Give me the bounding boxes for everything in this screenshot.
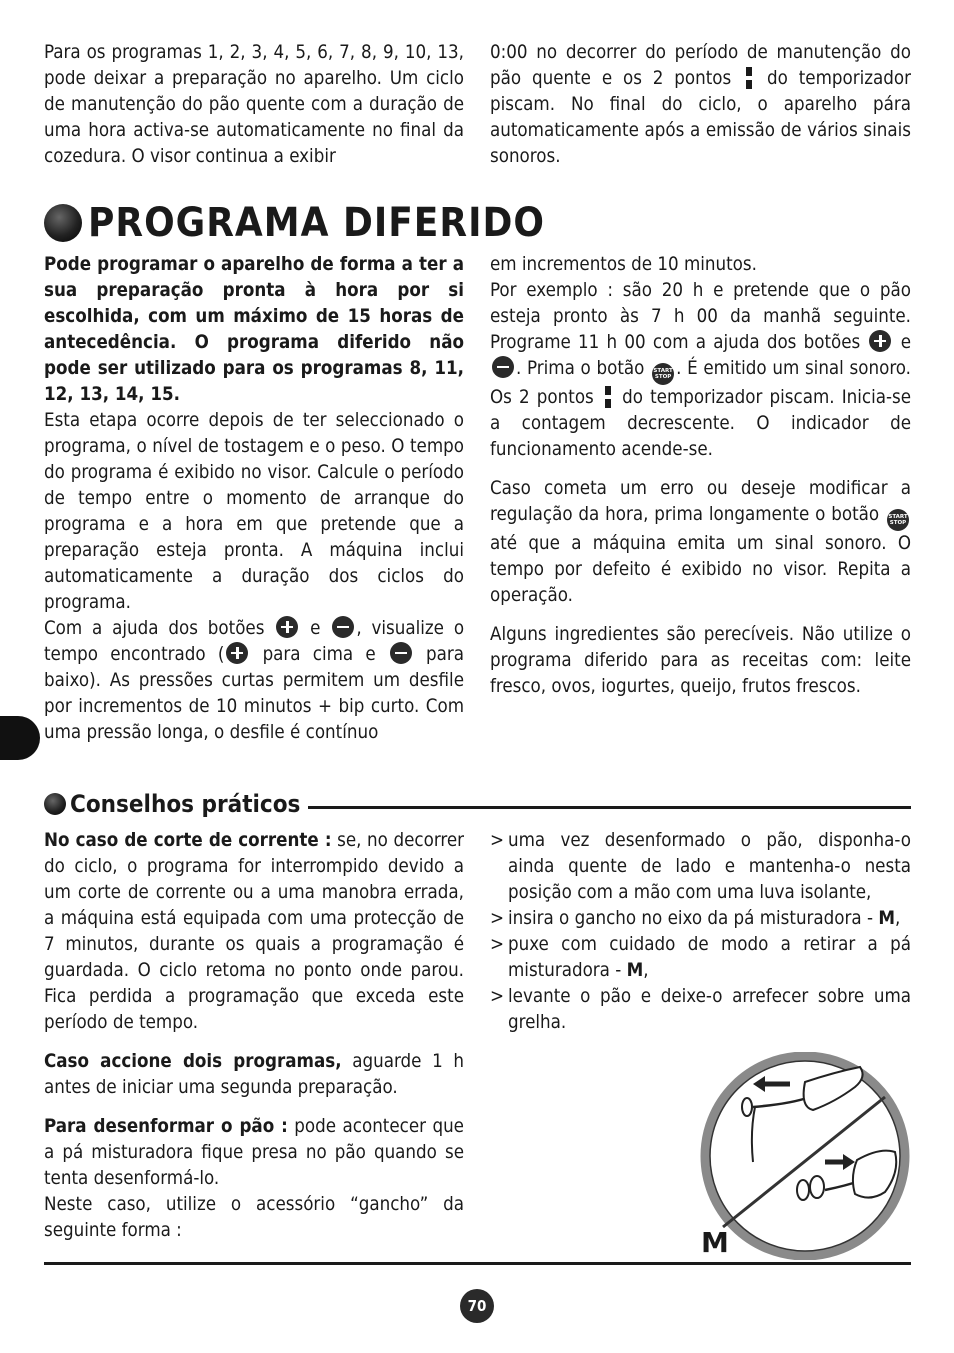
start-stop-icon — [652, 363, 674, 385]
list-marker: > — [490, 830, 505, 851]
paddle — [810, 1176, 824, 1198]
text-run: . É emitido um sinal sonoro. Os 2 pontos — [490, 358, 911, 408]
top-left-text: Para os programas 1, 2, 3, 4, 5, 6, 7, 8, 9, 10, 13, pode deixar a preparação no aparelho. Um ciclo de manutenção do pão quente com a duração de uma hora activa-se automaticamente no final da cozedura. O visor continua a exibir — [44, 42, 464, 167]
paragraph-2 — [44, 616, 464, 746]
list-item — [490, 828, 911, 906]
bullet-ball-icon — [44, 204, 82, 242]
side-tab-marker — [0, 716, 40, 760]
two-dots-icon — [605, 386, 611, 408]
top-right-text — [490, 40, 911, 170]
list-marker: > — [490, 908, 505, 929]
text-run: Caso cometa um erro ou deseje modificar a regulação da hora, prima longamente o botão — [490, 478, 911, 525]
section-heading-programa-diferido — [44, 198, 545, 248]
top-left-column — [44, 40, 464, 170]
text-run: do temporizador piscam. No final do ciclo, o aparelho pára automaticamente após a emissão de vários sinais sonoros. — [490, 68, 912, 167]
text-run: M — [626, 960, 644, 981]
section-title: PROGRAMA DIFERIDO — [88, 200, 545, 246]
text-run: para baixo). As pressões curtas permitem um desfile por incrementos de 10 minutos + bip curto. Com uma pressão longa, o desfile é contínuo — [44, 644, 464, 743]
section2-left-column — [44, 828, 464, 1244]
text-run: 0:00 no decorrer do período de manutenção do pão quente e os 2 pontos — [490, 42, 911, 89]
bullet-ball-icon — [44, 793, 66, 815]
text-run: No caso de corte de corrente : — [44, 830, 332, 851]
text-run: até que a máquina emita um sinal sonoro. O tempo por defeito é exibido no visor. Repita a operação. — [490, 533, 911, 606]
text-run: Caso accione dois programas, — [44, 1051, 342, 1072]
paddle-shaft — [742, 1098, 752, 1116]
text-run: Para desenformar o pão : — [44, 1116, 288, 1137]
minus-icon — [390, 642, 412, 664]
text-run: aguarde 1 h antes de iniciar uma segunda preparação. — [44, 1051, 464, 1098]
list-marker: > — [490, 986, 505, 1007]
stop-label: STOP — [654, 374, 672, 380]
heading-rule — [308, 806, 911, 809]
tip-two-programs — [44, 1049, 464, 1101]
paddle-blade — [797, 1180, 809, 1200]
minus-icon — [332, 616, 354, 638]
minus-icon — [492, 356, 514, 378]
text-run: pode acontecer que a pá misturadora fique presa no pão quando se tenta desenformá-lo. — [44, 1116, 464, 1189]
stop-label: STOP — [889, 520, 907, 526]
plus-icon — [869, 330, 891, 352]
text-run: Com a ajuda dos botões — [44, 618, 265, 639]
text-run: , — [894, 908, 901, 929]
start-label: START — [653, 368, 673, 374]
paragraph-1: Esta etapa ocorre depois de ter seleccionado o programa, o nível de tostagem e o peso. O tempo do programa é exibido no visor. Calcule o período de tempo entre o momento de arranque do programa e a hora em que pretende que a preparação esteja pronta. A máquina inclui automaticamente a duração dos ciclos do programa. — [44, 410, 464, 613]
plus-icon — [276, 616, 298, 638]
hook-illustration — [695, 1052, 915, 1260]
plus-icon — [226, 642, 248, 664]
steps-list — [490, 828, 911, 1036]
paragraph-r3 — [490, 476, 911, 609]
text-run: levante o pão e deixe-o arrefecer sobre uma grelha. — [508, 986, 911, 1033]
text-run: insira o gancho no eixo da pá misturadora - — [508, 908, 874, 929]
section-heading-conselhos — [44, 788, 911, 820]
text-run: se, no decorrer do ciclo, o programa for interrompido devido a um corte de corrente ou a uma manobra errada, a máquina está equipada com uma protecção de 7 minutos, durante os quais a programação é guardada. O ciclo retoma no ponto onde parou. Fica perdida a programação que exceda este período de tempo. — [44, 830, 464, 1033]
start-label: START — [888, 514, 908, 520]
paragraph-r4: Alguns ingredientes são perecíveis. Não utilize o programa diferido para as receitas com: leite fresco, ovos, iogurtes, queijo, frutos frescos. — [490, 624, 911, 697]
section1-right-column — [490, 252, 911, 700]
list-item — [490, 932, 911, 984]
text-run: para cima e — [262, 644, 376, 665]
tip-power-cut — [44, 828, 464, 1036]
paragraph-r1: em incrementos de 10 minutos. — [490, 254, 757, 275]
start-stop-icon — [887, 509, 909, 531]
list-item — [490, 906, 911, 932]
section1-left-column — [44, 252, 464, 746]
tip-hook: Neste caso, utilize o acessório “gancho” da seguinte forma : — [44, 1194, 464, 1241]
text-run: Por exemplo : são 20 h e pretende que o pão esteja pronto às 7 h 00 da manhã seguinte. Programe 11 h 00 com a ajuda dos botões — [490, 280, 911, 353]
list-item — [490, 984, 911, 1036]
list-marker: > — [490, 934, 505, 955]
text-run: M — [878, 908, 895, 929]
text-run: . Prima o botão — [516, 358, 645, 379]
text-run: e — [310, 618, 321, 639]
footer-rule — [44, 1262, 911, 1265]
paragraph-r2 — [490, 278, 911, 463]
text-run: , — [643, 960, 649, 981]
top-right-column — [490, 40, 911, 170]
section2-right-column — [490, 828, 911, 1036]
page-number: 70 — [460, 1289, 494, 1323]
figure-label-m: M — [701, 1226, 729, 1259]
text-run: puxe com cuidado de modo a retirar a pá misturadora - — [508, 934, 911, 981]
section-title: Conselhos práticos — [70, 790, 301, 818]
intro-bold: Pode programar o aparelho de forma a ter a sua preparação pronta à hora por si escolhida, com um máximo de 15 horas de antecedência. O programa diferido não pode ser utilizado para os programas 8, 11, 12, 13, 14, 15. — [44, 254, 464, 405]
text-run: uma vez desenformado o pão, disponha-o ainda quente de lado e mantenha-o nesta posição com a mão com uma luva isolante, — [508, 830, 911, 903]
text-run: , visualize o tempo encontrado ( — [44, 618, 465, 665]
tip-unmold — [44, 1114, 464, 1192]
text-run: do temporizador piscam. Inicia-se a contagem decrescente. O indicador de funcionamento acende-se. — [490, 387, 912, 460]
text-run: e — [900, 332, 911, 353]
two-dots-icon — [746, 67, 752, 89]
